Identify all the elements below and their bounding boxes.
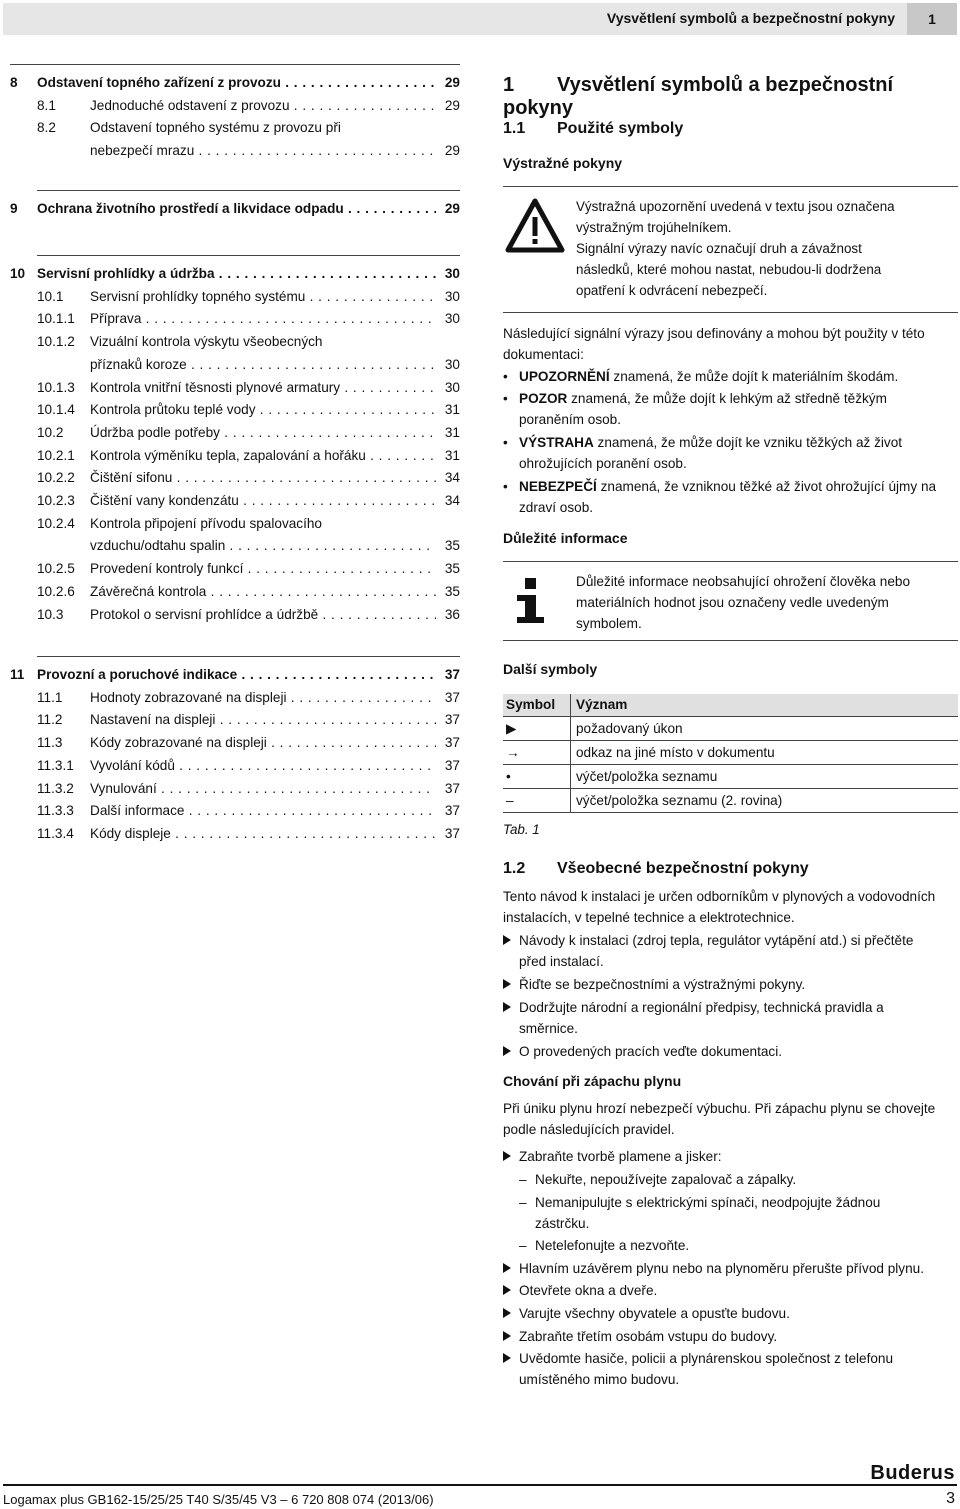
divider <box>503 312 958 313</box>
toc-page-number: 35 <box>444 561 460 577</box>
toc-page-number: 36 <box>444 606 460 622</box>
toc-number: 10.2 <box>37 424 64 440</box>
toc-title: Provedení kontroly funkcí . . . <box>90 558 436 580</box>
toc-number: 11.3.2 <box>37 780 74 796</box>
warning-notes-heading: Výstražné pokyny <box>503 155 623 171</box>
table-cell-meaning: výčet/položka seznamu (2. rovina) <box>576 793 783 808</box>
toc-title: Servisní prohlídky topného systému . . . <box>90 286 436 308</box>
toc-number: 10.2.4 <box>37 515 75 531</box>
divider <box>503 640 958 641</box>
toc-page-number: 30 <box>444 266 460 281</box>
warning-box-text: Výstražná upozornění uvedená v textu jsou označena výstražným trojúhelníkem. Signální výrazy navíc označují druh a závažnost následků, které mohou nastat, nebudou-li dodržena opatření k odvrácení nebezpečí. <box>576 199 895 298</box>
toc-page-number: 34 <box>444 493 460 508</box>
toc-chapter-entry[interactable] <box>10 72 460 94</box>
toc-entry[interactable] <box>10 800 460 822</box>
toc-divider <box>37 656 460 657</box>
header-title: Vysvětlení symbolů a bezpečnostní pokyny <box>606 10 895 26</box>
toc-title: Vyvolání kódů . . . <box>90 755 436 777</box>
safety-intro: Tento návod k instalaci je určen odborníkům v plynových a vodovodních instalacích, v tepelné technice a elektrotechnice. <box>503 889 936 925</box>
toc-title: vzduchu/odtahu spalin . . . <box>90 535 436 557</box>
toc-page-number: 29 <box>444 97 460 113</box>
table-header-meaning: Význam <box>576 697 628 712</box>
action-item: Uvědomte hasiče, policii a plynárenskou společnost z telefonu umístěného mimo budovu. <box>503 1348 958 1390</box>
toc-entry[interactable] <box>10 308 460 330</box>
toc-title: Kontrola průtoku teplé vody . . . <box>90 399 436 421</box>
toc-number: 10.2.5 <box>37 561 75 577</box>
toc-title: Kontrola připojení přívodu spalovacího <box>90 515 322 531</box>
toc-entry[interactable] <box>10 422 460 444</box>
table-cell-meaning: odkaz na jiné místo v dokumentu <box>576 745 775 760</box>
toc-title: Nastavení na displeji . . . <box>90 709 436 731</box>
toc-chapter-entry[interactable] <box>10 263 460 285</box>
toc-title: Kontrola vnitřní těsnosti plynové armatury . . . <box>90 377 436 399</box>
toc-title: Protokol o servisní prohlídce a údržbě . . . <box>90 604 436 626</box>
toc-title: nebezpečí mrazu . . . <box>90 140 436 162</box>
toc-number: 11.3.4 <box>37 825 74 841</box>
page-header <box>3 3 957 35</box>
toc-title: Odstavení topného zařízení z provozu . . . <box>37 72 436 94</box>
toc-page-number: 37 <box>444 667 460 682</box>
divider <box>503 186 958 187</box>
toc-divider <box>37 255 460 256</box>
toc-title: Vynulování . . . <box>90 778 436 800</box>
toc-page-number: 29 <box>444 143 460 159</box>
toc-number: 10.1 <box>37 288 64 304</box>
toc-entry[interactable] <box>10 558 460 580</box>
toc-number: 10.1.3 <box>37 379 75 395</box>
section-1-heading: 1 Vysvětlení symbolů a bezpečnostní pokyny <box>503 74 894 119</box>
toc-title: Vizuální kontrola výskytu všeobecných <box>90 334 323 350</box>
list-item: • POZOR znamená, že může dojít k lehkým až středně těžkým poraněním osob. <box>503 391 887 427</box>
table-row <box>503 742 958 765</box>
important-info-heading: Důležité informace <box>503 530 628 546</box>
toc-page-number: 37 <box>444 735 460 751</box>
toc-page-number: 30 <box>444 379 460 395</box>
toc-number: 10.1.1 <box>37 311 75 327</box>
toc-entry[interactable] <box>10 513 460 535</box>
toc-number: 11.3.3 <box>37 803 74 819</box>
toc-page-number: 31 <box>444 424 460 440</box>
toc-entry[interactable] <box>10 581 460 603</box>
list-item: • VÝSTRAHA znamená, že může dojít ke vzniku těžkých až život ohrožujících poranění osob. <box>503 435 903 471</box>
toc-page-number: 30 <box>444 356 460 372</box>
toc-top-rule <box>10 64 460 65</box>
toc-entry[interactable] <box>10 286 460 308</box>
header-chapter-number: 1 <box>907 3 957 35</box>
toc-divider <box>37 190 460 191</box>
table-row <box>503 790 958 813</box>
toc-entry[interactable] <box>10 604 460 626</box>
toc-entry[interactable] <box>10 354 460 376</box>
table-cell-symbol: • <box>506 769 511 784</box>
toc-page-number: 29 <box>444 201 460 216</box>
toc-page-number: 34 <box>444 470 460 486</box>
list-item: • NEBEZPEČÍ znamená, že vzniknou těžké až život ohrožující újmy na zdraví osob. <box>503 479 937 515</box>
sub-list-item: – Nemanipulujte s elektrickými spínači, neodpojujte žádnou zástrčku. <box>519 1195 881 1231</box>
section-1-1-heading: 1.1 Použité symboly <box>503 120 684 137</box>
toc-title: Kontrola výměníku tepla, zapalování a hořáku . . . <box>90 445 436 467</box>
table-header-symbol: Symbol <box>506 697 556 712</box>
toc-title: Závěrečná kontrola . . . <box>90 581 436 603</box>
toc-number: 9 <box>10 201 18 216</box>
toc-number: 8 <box>10 75 18 90</box>
toc-title: Čištění sifonu . . . <box>90 467 436 489</box>
footer-rule <box>3 1484 957 1486</box>
toc-number: 10.2.3 <box>37 493 75 508</box>
toc-title: Provozní a poruchové indikace . . . <box>37 664 436 686</box>
toc-entry[interactable] <box>10 331 460 353</box>
toc-page-number: 30 <box>444 288 460 304</box>
toc-title: příznaků koroze . . . <box>90 354 436 376</box>
toc-title: Jednoduché odstavení z provozu . . . <box>90 95 436 117</box>
toc-number: 11.1 <box>37 689 63 705</box>
table-cell-meaning: požadovaný úkon <box>576 721 683 736</box>
footer-page-number: 3 <box>946 1490 955 1507</box>
section-1-2-heading: 1.2 Všeobecné bezpečnostní pokyny <box>503 860 809 877</box>
toc-entry[interactable] <box>10 117 460 139</box>
toc-entry[interactable] <box>10 140 460 162</box>
toc-number: 10 <box>10 266 26 281</box>
table-column-divider <box>570 694 571 813</box>
toc-title: Hodnoty zobrazované na displeji . . . <box>90 687 436 709</box>
toc-entry[interactable] <box>10 95 460 117</box>
signal-words-intro: Následující signální výrazy jsou definovány a mohou být použity v této dokumentaci: <box>503 326 925 362</box>
table-row <box>503 718 958 741</box>
table-header-row <box>503 694 958 717</box>
toc-page-number: 31 <box>444 402 460 418</box>
toc-title: Kódy zobrazované na displeji . . . <box>90 732 436 754</box>
table-cell-symbol: ▶ <box>506 721 517 736</box>
toc-number: 10.1.4 <box>37 402 75 418</box>
toc-title: Ochrana životního prostředí a likvidace odpadu . . . <box>37 198 436 220</box>
toc-entry[interactable] <box>10 823 460 845</box>
toc-chapter-entry[interactable] <box>10 198 460 220</box>
table-cell-symbol: → <box>506 745 520 760</box>
toc-number: 11 <box>10 667 25 682</box>
toc-number: 10.2.2 <box>37 470 75 486</box>
toc-number: 10.3 <box>37 606 64 622</box>
toc-title: Odstavení topného systému z provozu při <box>90 120 341 136</box>
toc-entry[interactable] <box>10 467 460 489</box>
toc-number: 11.3 <box>37 735 63 751</box>
toc-page-number: 37 <box>444 712 460 728</box>
toc-number: 11.2 <box>37 712 63 728</box>
toc-entry[interactable] <box>10 399 460 421</box>
toc-number: 10.1.2 <box>37 334 75 350</box>
divider <box>503 561 958 562</box>
toc-entry[interactable] <box>10 687 460 709</box>
toc-entry[interactable] <box>10 778 460 800</box>
toc-entry[interactable] <box>10 377 460 399</box>
toc-number: 8.1 <box>37 97 56 113</box>
table-row <box>503 766 958 789</box>
toc-page-number: 37 <box>444 825 460 841</box>
toc-number: 10.2.6 <box>37 583 75 599</box>
other-symbols-heading: Další symboly <box>503 661 598 677</box>
toc-number: 11.3.1 <box>37 757 74 773</box>
toc-page-number: 31 <box>444 447 460 463</box>
table-cell-meaning: výčet/položka seznamu <box>576 769 718 784</box>
important-info-text: Důležité informace neobsahující ohrožení člověka nebo materiálních hodnot jsou označeny vedle uvedeným symbolem. <box>576 574 911 631</box>
toc-page-number: 35 <box>444 538 460 554</box>
toc-entry[interactable] <box>10 490 460 512</box>
toc-page-number: 29 <box>444 75 460 90</box>
toc-entry[interactable] <box>10 755 460 777</box>
toc-page-number: 37 <box>444 780 460 796</box>
warning-triangle-icon <box>505 197 565 255</box>
toc-number: 10.2.1 <box>37 447 75 463</box>
toc-page-number: 37 <box>444 689 460 705</box>
action-item: Návody k instalaci (zdroj tepla, regulátor vytápění atd.) si přečtěte před instalací. <box>503 930 958 972</box>
toc-entry[interactable] <box>10 732 460 754</box>
toc-number: 8.2 <box>37 120 56 136</box>
toc-entry[interactable] <box>10 445 460 467</box>
toc-title: Čištění vany kondenzátu . . . <box>90 490 436 512</box>
symbols-table <box>503 694 958 816</box>
toc-title: Další informace . . . <box>90 800 436 822</box>
footer-document-id: Logamax plus GB162-15/25/25 T40 S/35/45 V3 – 6 720 808 074 (2013/06) <box>3 1492 434 1507</box>
toc-page-number: 37 <box>444 757 460 773</box>
toc-page-number: 30 <box>444 311 460 327</box>
gas-intro: Při úniku plynu hrozí nebezpečí výbuchu. Při zápachu plynu se chovejte podle následujících pravidel. <box>503 1101 936 1137</box>
toc-title: Údržba podle potřeby . . . <box>90 422 436 444</box>
table-cell-symbol: – <box>506 793 514 808</box>
gas-smell-heading: Chování při zápachu plynu <box>503 1073 682 1089</box>
info-icon <box>510 574 554 626</box>
toc-title: Kódy displeje . . . <box>90 823 436 845</box>
toc-page-number: 35 <box>444 583 460 599</box>
toc-chapter-entry[interactable] <box>10 664 460 686</box>
toc-title: Příprava . . . <box>90 308 436 330</box>
toc-title: Servisní prohlídky a údržba . . . <box>37 263 436 285</box>
toc-entry[interactable] <box>10 709 460 731</box>
toc-page-number: 37 <box>444 803 460 819</box>
table-caption: Tab. 1 <box>503 822 540 837</box>
action-item: Dodržujte národní a regionální předpisy, technická pravidla a směrnice. <box>503 997 958 1039</box>
toc-entry[interactable] <box>10 535 460 557</box>
brand-logo: Buderus <box>870 1462 955 1484</box>
